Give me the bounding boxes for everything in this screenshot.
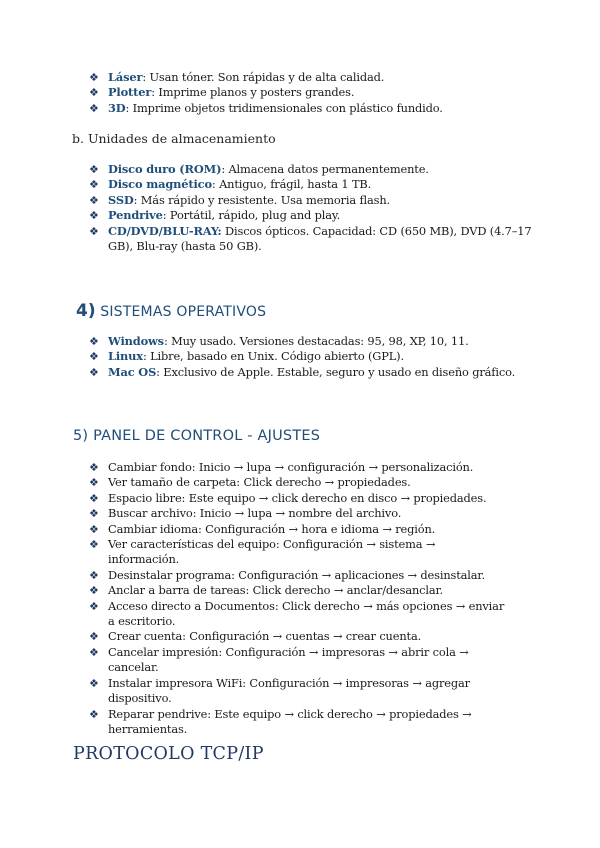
diamond-bullet-icon: ❖ — [89, 193, 99, 207]
list-item — [89, 334, 548, 349]
term-label: Plotter — [108, 85, 152, 100]
diamond-bullet-icon: ❖ — [89, 507, 99, 521]
diamond-bullet-icon: ❖ — [89, 645, 99, 659]
item-text: Cancelar impresión: Configuración → impresoras → abrir cola → cancelar. — [108, 644, 469, 675]
list-item — [89, 100, 548, 116]
diamond-bullet-icon: ❖ — [89, 491, 99, 505]
diamond-bullet-icon: ❖ — [89, 86, 99, 100]
list-item — [89, 70, 548, 85]
diamond-bullet-icon: ❖ — [89, 178, 99, 192]
list-item — [89, 364, 548, 380]
list-item — [89, 475, 508, 490]
list-item — [89, 629, 508, 644]
storage-subheading: b. Unidades de almacenamiento — [72, 131, 276, 146]
term-label: Disco duro (ROM) — [108, 162, 222, 176]
term-description: : Exclusivo de Apple. Estable, seguro y usado en diseño gráfico. — [156, 364, 516, 379]
term-label: Mac OS — [108, 364, 157, 379]
diamond-bullet-icon: ❖ — [89, 163, 99, 176]
term-description: : Almacena datos permanentemente. — [221, 162, 429, 176]
term-description: : Antiguo, frágil, hasta 1 TB. — [211, 177, 372, 192]
list-item — [89, 162, 548, 177]
diamond-bullet-icon: ❖ — [89, 630, 99, 644]
section-heading-sistemas — [76, 301, 266, 321]
item-text: Crear cuenta: Configuración → cuentas → crear cuenta. — [108, 629, 422, 644]
list-item — [89, 490, 508, 506]
item-text: Desinstalar programa: Configuración → aplicaciones → desinstalar. — [108, 567, 485, 582]
term-description: : Imprime objetos tridimensionales con plástico fundido. — [125, 100, 443, 115]
item-text: Reparar pendrive: Este equipo → click derecho → propiedades → herramientas. — [108, 706, 472, 736]
storage-list — [89, 162, 548, 254]
list-item — [89, 208, 548, 223]
list-item — [89, 192, 548, 208]
list-item — [89, 506, 508, 521]
item-text: Ver características del equipo: Configuración → sistema → información. — [108, 537, 436, 567]
diamond-bullet-icon: ❖ — [89, 584, 99, 598]
operating-systems-list — [89, 334, 548, 380]
term-label: Láser — [108, 70, 143, 84]
diamond-bullet-icon: ❖ — [89, 522, 99, 536]
term-label: Linux — [108, 349, 143, 364]
list-item — [89, 460, 508, 475]
section-heading-panel: 5) PANEL DE CONTROL - AJUSTES — [73, 428, 321, 444]
diamond-bullet-icon: ❖ — [89, 599, 99, 613]
term-label: 3D — [108, 100, 126, 115]
diamond-bullet-icon: ❖ — [89, 707, 99, 721]
list-item — [89, 583, 508, 598]
list-item — [89, 598, 508, 630]
item-text: Acceso directo a Documentos: Click derecho → más opciones → enviar a escritorio. — [108, 598, 505, 629]
item-text: Buscar archivo: Inicio → lupa → nombre del archivo. — [108, 506, 402, 521]
list-item — [89, 706, 508, 738]
item-text: Ver tamaño de carpeta: Click derecho → propiedades. — [108, 475, 411, 490]
diamond-bullet-icon: ❖ — [89, 350, 99, 364]
term-description: : Usan tóner. Son rápidas y de alta calidad. — [142, 70, 385, 84]
term-description: : Portátil, rápido, plug and play. — [162, 208, 341, 223]
diamond-bullet-icon: ❖ — [89, 101, 99, 115]
diamond-bullet-icon: ❖ — [89, 461, 99, 474]
term-label: SSD — [108, 192, 134, 207]
item-text: Instalar impresora WiFi: Configuración → impresoras → agregar dispositivo. — [108, 675, 470, 706]
list-item — [89, 644, 508, 676]
item-text: Espacio libre: Este equipo → click derecho en disco → propiedades. — [108, 490, 487, 505]
diamond-bullet-icon: ❖ — [89, 568, 99, 582]
diamond-bullet-icon: ❖ — [89, 365, 99, 379]
diamond-bullet-icon: ❖ — [89, 676, 99, 690]
list-item — [89, 349, 548, 364]
diamond-bullet-icon: ❖ — [89, 209, 99, 223]
list-item — [89, 537, 508, 568]
term-description: : Libre, basado en Unix. Código abierto (GPL). — [142, 349, 404, 364]
term-description: : Más rápido y resistente. Usa memoria flash. — [133, 192, 391, 207]
item-text: Anclar a barra de tareas: Click derecho → anclar/desanclar. — [108, 583, 444, 598]
list-item — [89, 675, 508, 707]
section-number: 4) — [76, 301, 96, 321]
item-text: Cambiar idioma: Configuración → hora e idioma → región. — [108, 521, 436, 536]
term-label: Disco magnético — [108, 177, 212, 192]
term-description: : Imprime planos y posters grandes. — [151, 85, 355, 100]
term-label: CD/DVD/BLU-RAY: — [108, 223, 222, 238]
diamond-bullet-icon: ❖ — [89, 71, 99, 84]
list-item — [89, 521, 508, 537]
section-title: SISTEMAS OPERATIVOS — [95, 304, 267, 320]
term-description: : Muy usado. Versiones destacadas: 95, 98, XP, 10, 11. — [163, 334, 469, 348]
term-label: Windows — [108, 334, 164, 348]
diamond-bullet-icon: ❖ — [89, 224, 99, 238]
item-text: Cambiar fondo: Inicio → lupa → configuración → personalización. — [108, 460, 474, 474]
printer-types-list — [89, 70, 548, 116]
term-label: Pendrive — [108, 208, 163, 223]
section-heading-tcp-ip: PROTOCOLO TCP/IP — [73, 744, 264, 764]
list-item — [89, 567, 508, 583]
diamond-bullet-icon: ❖ — [89, 335, 99, 348]
diamond-bullet-icon: ❖ — [89, 476, 99, 490]
diamond-bullet-icon: ❖ — [89, 538, 99, 552]
control-panel-list — [89, 460, 508, 737]
list-item — [89, 223, 548, 255]
list-item — [89, 85, 548, 100]
term-description: Discos ópticos. Capacidad: CD (650 MB), DVD (4.7–17 GB), Blu-ray (hasta 50 GB). — [108, 223, 532, 254]
list-item — [89, 177, 548, 192]
